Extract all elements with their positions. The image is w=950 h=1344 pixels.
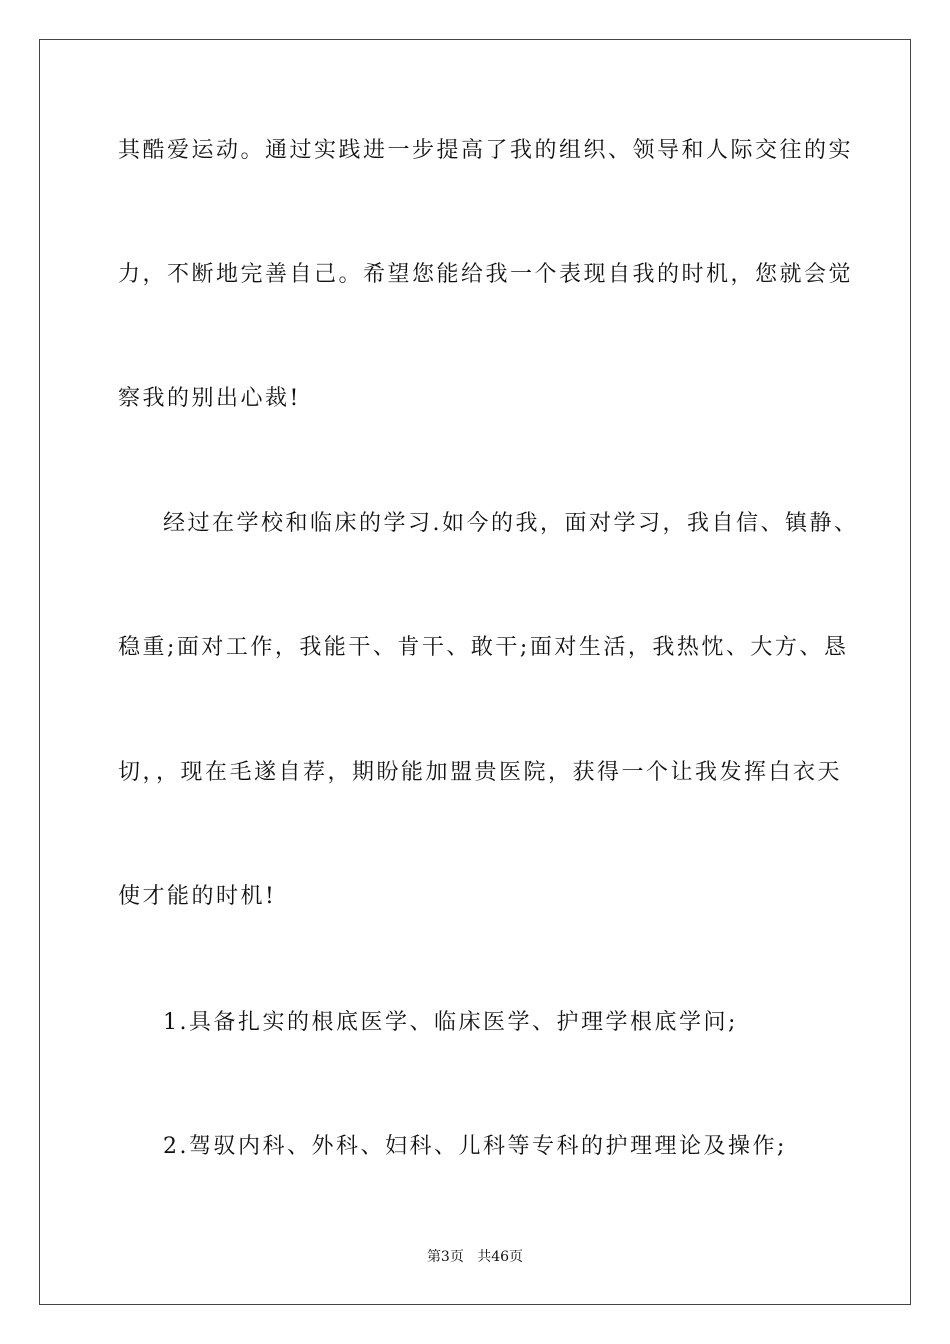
- page-footer: [0, 1248, 950, 1266]
- list-item-2: 2.驾驭内科、外科、妇科、儿科等专科的护理理论及操作;: [163, 1134, 787, 1159]
- page-total: 共46页: [477, 1249, 524, 1265]
- list-item-1: 1.具备扎实的根底医学、临床医学、护理学根底学问;: [163, 1010, 738, 1035]
- body-line-6: 切，，现在毛遂自荐，期盼能加盟贵医院，获得一个让我发挥白衣天: [118, 760, 843, 785]
- page-frame: [39, 39, 911, 1305]
- paragraph-start-line: 经过在学校和临床的学习.如今的我，面对学习，我自信、镇静、: [163, 511, 859, 536]
- body-line-7: 使才能的时机!: [118, 884, 277, 909]
- body-line-1: 其酷爱运动。通过实践进一步提高了我的组织、领导和人际交往的实: [118, 138, 854, 163]
- body-line-5: 稳重;面对工作，我能干、肯干、敢干;面对生活，我热忱、大方、恳: [118, 635, 849, 660]
- page-number: 第3页: [426, 1249, 464, 1265]
- body-line-2: 力，不断地完善自己。希望您能给我一个表现自我的时机，您就会觉: [118, 262, 854, 287]
- body-line-3: 察我的别出心裁!: [118, 386, 301, 411]
